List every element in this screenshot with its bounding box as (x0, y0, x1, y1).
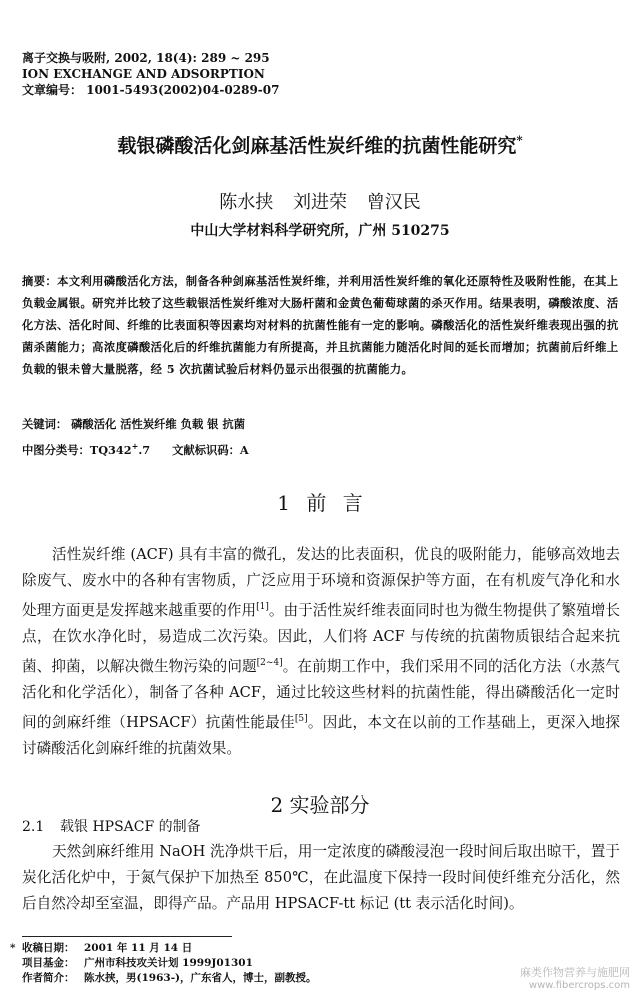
class-number-suffix: .7 (138, 442, 151, 457)
section-1-heading: 1 前 言 (277, 491, 363, 515)
intro-text-4: 。因此，本文在以前的工作基础上，更深入地探讨磷酸活化剑麻纤维的抗菌效果。 (22, 713, 620, 757)
introduction-body (22, 542, 620, 762)
watermark-url: www.fibercrops.com (528, 980, 630, 991)
footnote-label: 作者简介： (22, 972, 75, 984)
footnote-funding (22, 956, 317, 971)
footnote-divider (22, 936, 232, 937)
footnote-value: 陈水挟，男(1963-)，广东省人，博士，副教授。 (84, 972, 317, 984)
introduction-paragraph (22, 542, 620, 762)
intro-text-3: 。在前期工作中，我们采用不同的活化方法（水蒸气活化和化学活化），制备了各种 ACF，通过比较这些材料的抗菌性能，得出磷酸活化一定时间的剑麻纤维（HPSACF）抗菌性能最佳 (22, 657, 620, 731)
section-2-heading: 2 实验部分 (270, 793, 370, 817)
footnote-value: 广州市科技攻关计划 1999J01301 (84, 957, 253, 969)
method-body (22, 839, 620, 917)
paper-title (0, 131, 640, 158)
citation-ref-2-4[interactable]: [2~4] (256, 657, 283, 668)
abstract-text: 摘要：本文利用磷酸活化方法，制备各种剑麻基活性炭纤维，并利用活性炭纤维的氧化还原特性及吸附性能，在其上负载金属银。研究并比较了这些载银活性炭纤维对大肠杆菌和金黄色葡萄球菌的杀灭作用。结果表明，磷酸浓度、活化方法、活化时间、纤维的比表面积等因素均对材料的抗菌性能有一定的影响。磷酸活化的活性炭纤维表现出强的抗菌杀菌能力；高浓度磷酸活化后的纤维抗菌能力有所提高，并且抗菌能力随活化时间的延长而增加；抗菌前后纤维上负载的银未曾大量脱落，经 5 次抗菌试验后材料仍显示出很强的抗菌能力。 (22, 274, 619, 376)
document-code: 文献标识码：A (172, 442, 249, 457)
keywords: 关键词： 磷酸活化 活性炭纤维 负载 银 抗菌 (22, 417, 246, 431)
class-number-sup: + (131, 441, 139, 451)
classification-line (22, 441, 249, 458)
footnote-received (10, 941, 317, 956)
watermark-text: 麻类作物营养与施肥网 (520, 966, 630, 979)
subsection-title: 载银 HPSACF 的制备 (60, 819, 201, 835)
footnote-label: 项目基金： (22, 957, 75, 969)
site-watermark (520, 966, 630, 992)
subsection-number: 2.1 (22, 819, 45, 835)
footnote-star: * (10, 942, 16, 954)
citation-ref-5[interactable]: [5] (294, 713, 308, 724)
subsection-2-1-heading (22, 816, 201, 836)
author-affiliation: 中山大学材料科学研究所，广州 510275 (190, 223, 450, 239)
footnote-label: 收稿日期： (22, 942, 75, 954)
citation-ref-1[interactable]: [1] (256, 602, 269, 612)
paper-authors: 陈水挟 刘进荣 曾汉民 (219, 192, 421, 213)
journal-header (22, 50, 279, 98)
paper-title-text: 载银磷酸活化剑麻基活性炭纤维的抗菌性能研究 (117, 135, 517, 157)
article-number: 文章编号： 1001-5493(2002)04-0289-07 (22, 83, 280, 97)
class-number-label: 中图分类号：TQ342 (22, 442, 132, 457)
footnote-value: 2001 年 11 月 14 日 (84, 942, 193, 954)
journal-english-name: ION EXCHANGE AND ADSORPTION (22, 67, 265, 81)
intro-text-2: 。由于活性炭纤维表面同时也为微生物提供了繁殖增长点，在饮水净化时，易造成二次污染。因此，人们将 ACF 与传统的抗菌物质银结合起来抗菌、抑菌，以解决微生物污染的问题 (22, 601, 620, 675)
intro-text-1: 活性炭纤维 (ACF) 具有丰富的微孔，发达的比表面积，优良的吸附能力，能够高效地去除废气、废水中的各种有害物质，广泛应用于环境和资源保护等方面，在有机废气净化和水处理方面更是发挥越来越重要的作用 (22, 546, 620, 619)
journal-citation: 离子交换与吸附, 2002, 18(4): 289 ~ 295 (22, 51, 270, 65)
abstract (22, 270, 620, 380)
footnote-author-bio (22, 971, 317, 986)
title-footnote-mark: * (516, 133, 523, 148)
method-paragraph: 天然剑麻纤维用 NaOH 洗净烘干后，用一定浓度的磷酸浸泡一段时间后取出晾干，置于炭化活化炉中，于氮气保护下加热至 850℃，在此温度下保持一段时间使纤维充分活化，然后自然冷却至室温，即得产品。产品用 HPSACF-tt 标记 (tt 表示活化时间)。 (22, 843, 620, 912)
footnotes (10, 941, 317, 986)
